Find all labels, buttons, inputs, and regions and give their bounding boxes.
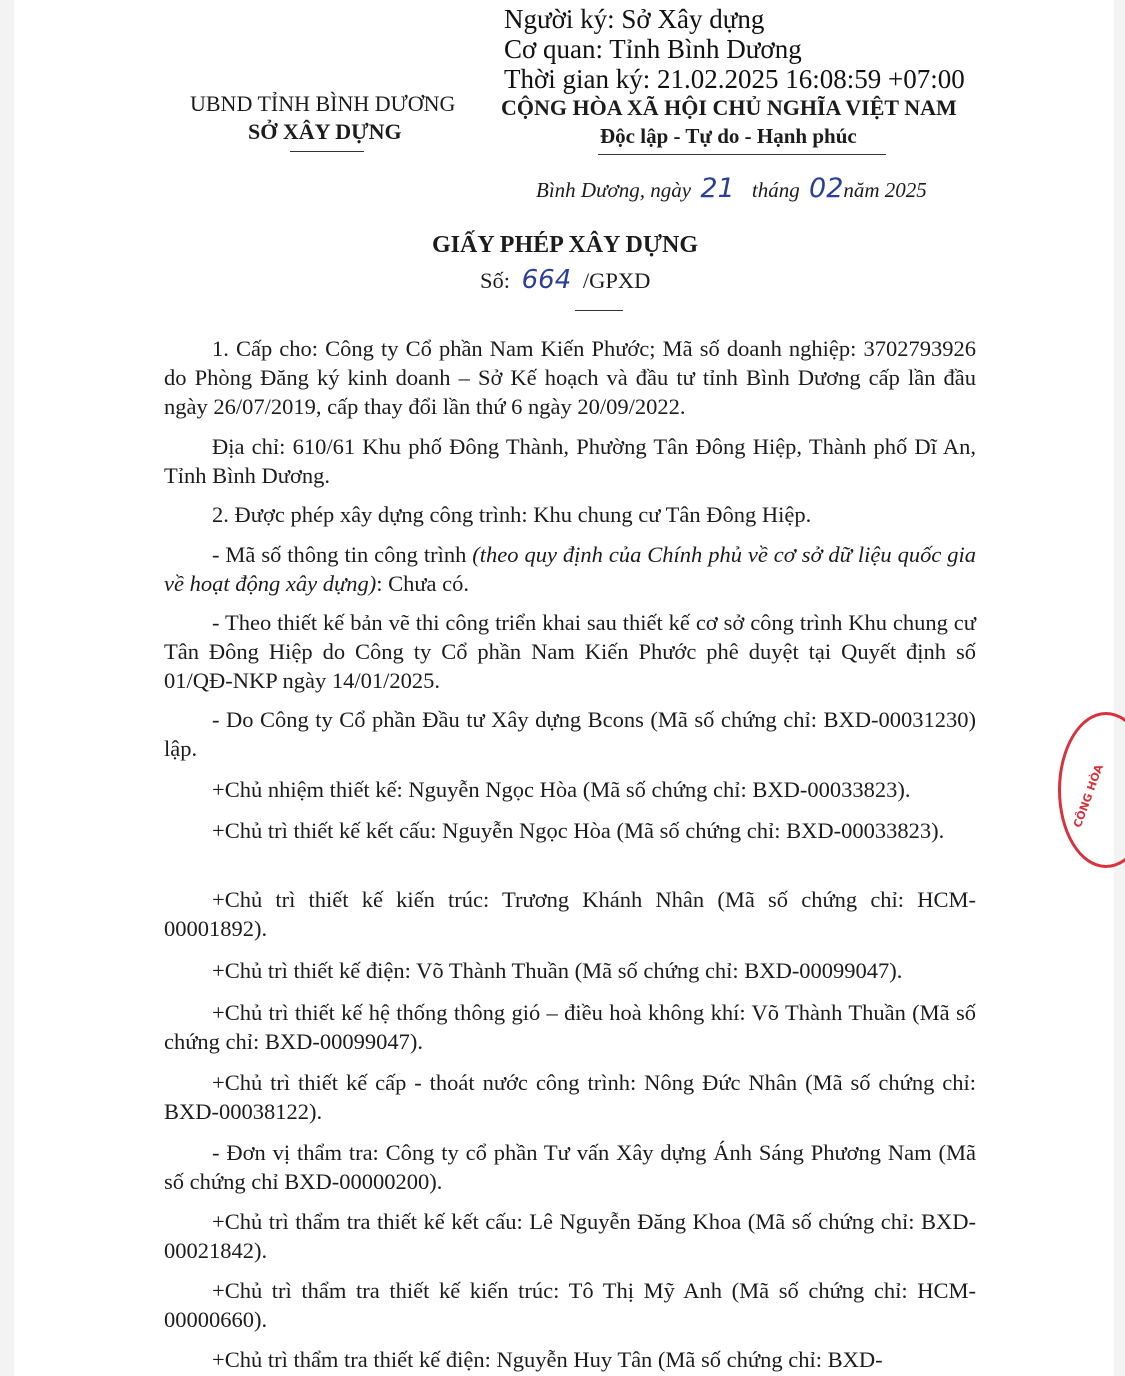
item-electrical-design: +Chủ trì thiết kế điện: Võ Thành Thuần (Mã số chứng chỉ: BXD-00099047).: [212, 958, 903, 983]
department-underline: [290, 151, 364, 152]
paragraph-address: Địa chỉ: 610/61 Khu phố Đông Thành, Phường Tân Đông Hiệp, Thành phố Dĩ An, Tỉnh Bình Dương.: [164, 434, 976, 488]
item-architecture-design: +Chủ trì thiết kế kiến trúc: Trương Khánh Nhân (Mã số chứng chỉ: HCM-00001892).: [164, 887, 976, 941]
document-title: GIẤY PHÉP XÂY DỰNG: [432, 232, 698, 258]
paragraph-project-code: - Mã số thông tin công trình (theo quy định của Chính phủ về cơ sở dữ liệu quốc gia về hoạt động xây dựng): Chưa có.: [164, 542, 976, 596]
item-architecture-review: +Chủ trì thẩm tra thiết kế kiến trúc: Tô Thị Mỹ Anh (Mã số chứng chỉ: HCM-00000660).: [164, 1278, 976, 1332]
permit-number-prefix: Số:: [480, 268, 511, 293]
signature-time: Thời gian ký: 21.02.2025 16:08:59 +07:00: [504, 64, 965, 94]
permit-number: [480, 265, 650, 295]
item-chief-designer: +Chủ nhiệm thiết kế: Nguyễn Ngọc Hòa (Mã số chứng chỉ: BXD-00033823).: [212, 777, 911, 802]
paragraph-reviewer: - Đơn vị thẩm tra: Công ty cổ phần Tư vấn Xây dựng Ánh Sáng Phương Nam (Mã số chứng chỉ BXD-00000200).: [164, 1140, 976, 1194]
nation-title: CỘNG HÒA XÃ HỘI CHỦ NGHĨA VIỆT NAM: [501, 95, 957, 120]
item-hvac-design: +Chủ trì thiết kế hệ thống thông gió – điều hoà không khí: Võ Thành Thuần (Mã số chứng chỉ: BXD-00099047).: [164, 1000, 976, 1054]
date-day-handwritten: 21: [700, 173, 735, 204]
paragraph-1-grantee: 1. Cấp cho: Công ty Cổ phần Nam Kiến Phước; Mã số doanh nghiệp: 3702793926 do Phòng Đăng ký kinh doanh – Sở Kế hoạch và đầu tư tỉnh Bình Dương cấp lần đầu ngày 26/07/2019, cấp thay đổi lần thứ 6 ngày 20/09/2022.: [164, 336, 976, 419]
date-year: năm 2025: [843, 178, 927, 202]
stamp-text: CÔNG HÒA: [1071, 762, 1106, 830]
permit-number-suffix: /GPXD: [582, 268, 651, 293]
signature-signer: Người ký: Sở Xây dựng: [504, 4, 765, 34]
date-month-handwritten: 02: [809, 173, 844, 204]
item-structure-design: +Chủ trì thiết kế kết cấu: Nguyễn Ngọc Hòa (Mã số chứng chỉ: BXD-00033823).: [212, 818, 945, 843]
department-name: SỞ XÂY DỰNG: [248, 119, 402, 144]
paragraph-design-company: - Do Công ty Cổ phần Đầu tư Xây dựng Bcons (Mã số chứng chỉ: BXD-00031230) lập.: [164, 707, 976, 761]
paragraph-design: - Theo thiết kế bản vẽ thi công triển khai sau thiết kế cơ sở công trình Khu chung cư Tân Đông Hiệp do Công ty Cổ phần Nam Kiến Phước phê duyệt tại Quyết định số 01/QĐ-NKP ngày 14/01/2025.: [164, 610, 976, 693]
item-electrical-review: +Chủ trì thẩm tra thiết kế điện: Nguyễn Huy Tân (Mã số chứng chỉ: BXD-: [212, 1347, 883, 1372]
signature-agency: Cơ quan: Tỉnh Bình Dương: [504, 34, 802, 64]
title-divider: [575, 310, 623, 311]
org-name: UBND TỈNH BÌNH DƯƠNG: [190, 91, 456, 116]
national-motto: Độc lập - Tự do - Hạnh phúc: [600, 124, 857, 148]
item-structure-review: +Chủ trì thẩm tra thiết kế kết cấu: Lê Nguyễn Đăng Khoa (Mã số chứng chỉ: BXD-00021842).: [164, 1209, 976, 1263]
motto-underline: [598, 154, 886, 155]
issue-date: [536, 173, 927, 204]
date-prefix: Bình Dương, ngày: [536, 178, 692, 202]
permit-number-handwritten: 664: [521, 265, 572, 295]
item-water-design: +Chủ trì thiết kế cấp - thoát nước công trình: Nông Đức Nhân (Mã số chứng chỉ: BXD-00038122).: [164, 1070, 976, 1124]
date-month-label: tháng: [751, 178, 800, 202]
paragraph-2-project: 2. Được phép xây dựng công trình: Khu chung cư Tân Đông Hiệp.: [212, 502, 812, 527]
